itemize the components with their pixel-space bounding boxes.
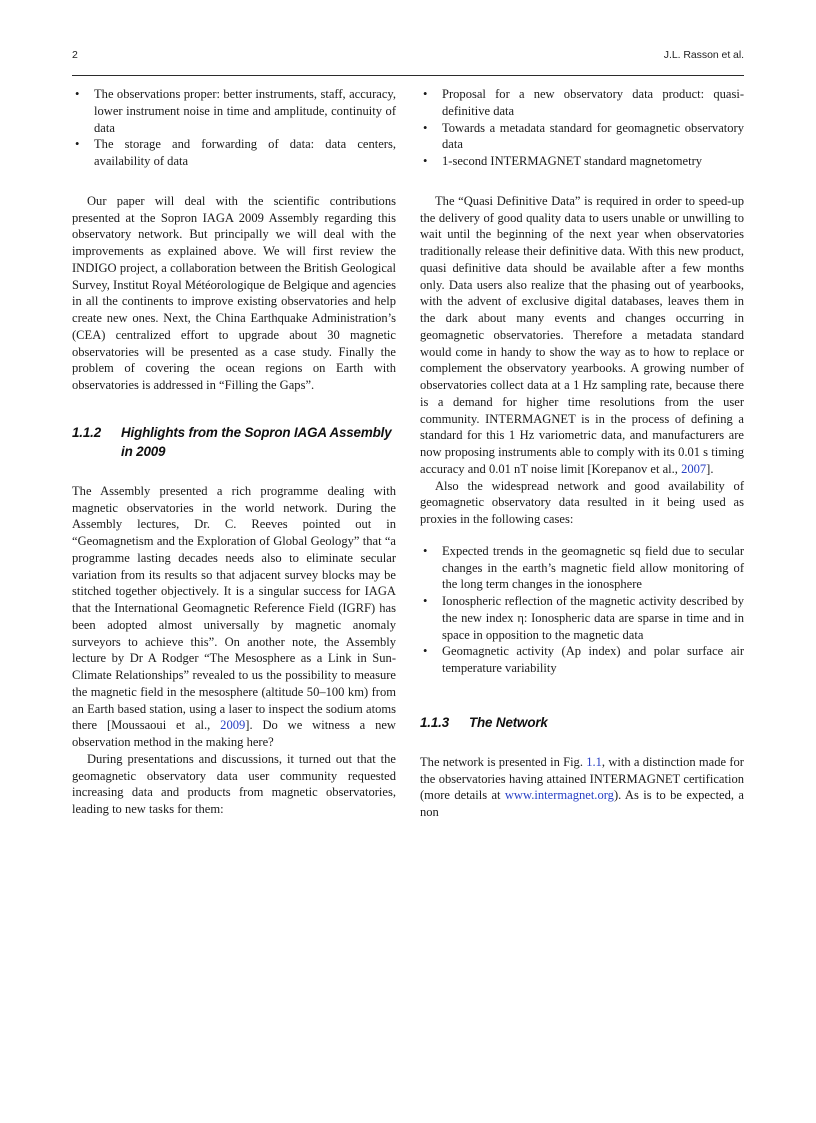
list-item-text: The observations proper: better instruments, staff, accuracy, lower instrument noise in time and amplitude, continuity of data — [94, 87, 396, 135]
heading-number: 1.1.2 — [72, 424, 102, 440]
right-top-bullet-list — [420, 86, 744, 170]
paragraph-quasi-definitive-data — [420, 193, 744, 478]
bullet-icon: • — [423, 154, 428, 168]
list-item — [420, 543, 744, 593]
proxy-bullet-list — [420, 543, 744, 677]
list-item-text: Expected trends in the geomagnetic sq field due to secular changes in the earth’s magnetic field allow monitoring of the long term changes in the ionosphere — [442, 543, 744, 592]
paragraph-qdd-text-2: ]. — [706, 461, 714, 476]
list-item — [420, 86, 744, 120]
paragraph-during-presentations: During presentations and discussions, it turned out that the geomagnetic observatory data user community requested increasing data and products from magnetic observatories, leading to new tasks for them: — [72, 751, 396, 816]
list-item — [72, 86, 396, 136]
spacer — [72, 185, 396, 193]
spacer — [420, 170, 744, 185]
bullet-icon: • — [423, 644, 428, 659]
list-item — [72, 136, 396, 170]
paragraph-network-text-2: , with a distinction made for the observatories having attained INTERMAGNET certification (more details at — [420, 754, 744, 803]
right-column — [420, 86, 744, 1036]
spacer — [420, 185, 744, 193]
bullet-icon: • — [75, 87, 80, 101]
heading-1-1-2 — [72, 423, 396, 461]
list-item — [420, 593, 744, 643]
paragraph-proxies: Also the widespread network and good availability of geomagnetic observatory data resulted in it being used as proxies in the following cases: — [420, 478, 744, 526]
list-item-text: Ionospheric reflection of the magnetic activity described by the new index η: Ionospheric data are sparse in time and in space in opposition to the magnetic data — [442, 594, 744, 642]
paragraph-scope: Our paper will deal with the scientific contributions presented at the Sopron IAGA 2009 Assembly regarding this observatory network. But principally we will deal with the improvements as explained above. We will first review the INDIGO project, a collaboration between the British Geological Survey, Institut Royal Météorologique de Belgique and agencies in all the continents to improve existing observatories and help create new ones. Next, the China Earthquake Administration’s (CEA) centralized effort to upgrade about 30 magnetic observatories will be presented as a case study. Finally the problem of covering the ocean regions on Earth with observatories is addressed in “Filling the Gaps”. — [72, 193, 396, 392]
paragraph-network-text-3: ). As is to be expected, a non — [420, 788, 744, 819]
spacer — [72, 461, 396, 483]
intermagnet-url-link[interactable]: www.intermagnet.org — [504, 788, 614, 803]
list-item-text: The storage and forwarding of data: data centers, availability of data — [94, 137, 396, 168]
paragraph-assembly-text-2: ]. Do we witness a new observation method in the making here? — [72, 718, 396, 749]
spacer — [420, 732, 744, 754]
citation-link-moussaoui[interactable]: 2009 — [220, 718, 246, 733]
spacer — [72, 394, 396, 423]
list-item-text: 1-second INTERMAGNET standard magnetometry — [442, 154, 703, 168]
paragraph-assembly — [72, 483, 396, 751]
citation-link-korepanov[interactable]: 2007 — [681, 461, 707, 476]
bullet-icon: • — [75, 137, 80, 152]
two-column-body — [72, 86, 744, 1036]
list-item-text: Towards a metadata standard for geomagnetic observatory data — [442, 120, 744, 152]
bullet-icon: • — [423, 543, 428, 558]
heading-1-1-3 — [420, 713, 744, 732]
running-title: J.L. Rasson et al. — [663, 49, 744, 61]
heading-number: 1.1.3 — [420, 714, 450, 730]
spacer — [72, 170, 396, 185]
paragraph-assembly-text-1: The Assembly presented a rich programme dealing with magnetic observatories in the world network. During the Assembly lectures, Dr. C. Reeves pointed out in “Geomagnetism and the Exploration of Global Geology” that “a programme lasting decades needs also to eliminate secular variation from its results so that adjacent survey blocks may be stitched together objectively. It is a singular success for IAGA that the International Geomagnetic Reference Field (IGRF) has been adopted almost universally by magnetic anomaly surveyors to achieve this”. On another note, the Assembly lecture by Dr A Rodger “The Mesosphere as a Link in Sun-Climate Relationships” revealed to us the possibility to measure the magnetic field in the mesosphere (altitude 50–100 km) from an Earth based station, using a laser to inspect the sodium atoms there [Moussaoui et al., — [72, 483, 396, 733]
list-item-text: Geomagnetic activity (Ap index) and polar surface air temperature variability — [442, 644, 744, 675]
bullet-icon: • — [423, 120, 428, 135]
spacer — [420, 677, 744, 713]
figure-reference-link[interactable]: 1.1 — [586, 754, 602, 769]
list-item — [420, 120, 744, 154]
paragraph-network — [420, 754, 744, 821]
list-item — [420, 643, 744, 677]
heading-title: The Network — [469, 714, 548, 730]
paragraph-network-text-1: The network is presented in Fig. — [420, 754, 587, 769]
running-header — [72, 49, 744, 76]
bullet-icon: • — [423, 594, 428, 608]
left-top-bullet-list — [72, 86, 396, 170]
heading-title: Highlights from the Sopron IAGA Assembly in 2009 — [121, 424, 392, 459]
paragraph-qdd-text-1: The “Quasi Definitive Data” is required in order to speed-up the delivery of good quality data to users unable or unwilling to wait until the beginning of the next year when observatories traditionally release their definitive data. With this new product, quasi definitive data should be available after a few months only. Data users also realize that the phasing out of yearbooks, with the advent of exclusive digital databases, leaves them in the dark about many events and changes occurring in geomagnetic observatories. Therefore a metadata standard would come in handy to show the way as to how to replace or complement the observatory yearbooks. A growing number of observatories collect data at a 1 Hz sampling rate, because there is a demand for higher time resolutions from the user community. INTERMAGNET is in the process of defining a standard for this 1 Hz variometric data, and manufacturers are now proposing instruments able to comply with its 0.01 s timing accuracy and 0.01 nT noise limit [Korepanov et al., — [420, 193, 744, 476]
list-item-text: Proposal for a new observatory data product: quasi-definitive data — [442, 87, 744, 118]
left-column — [72, 86, 396, 1036]
page-number: 2 — [72, 49, 78, 61]
list-item — [420, 153, 744, 170]
spacer — [420, 528, 744, 543]
bullet-icon: • — [423, 87, 428, 101]
